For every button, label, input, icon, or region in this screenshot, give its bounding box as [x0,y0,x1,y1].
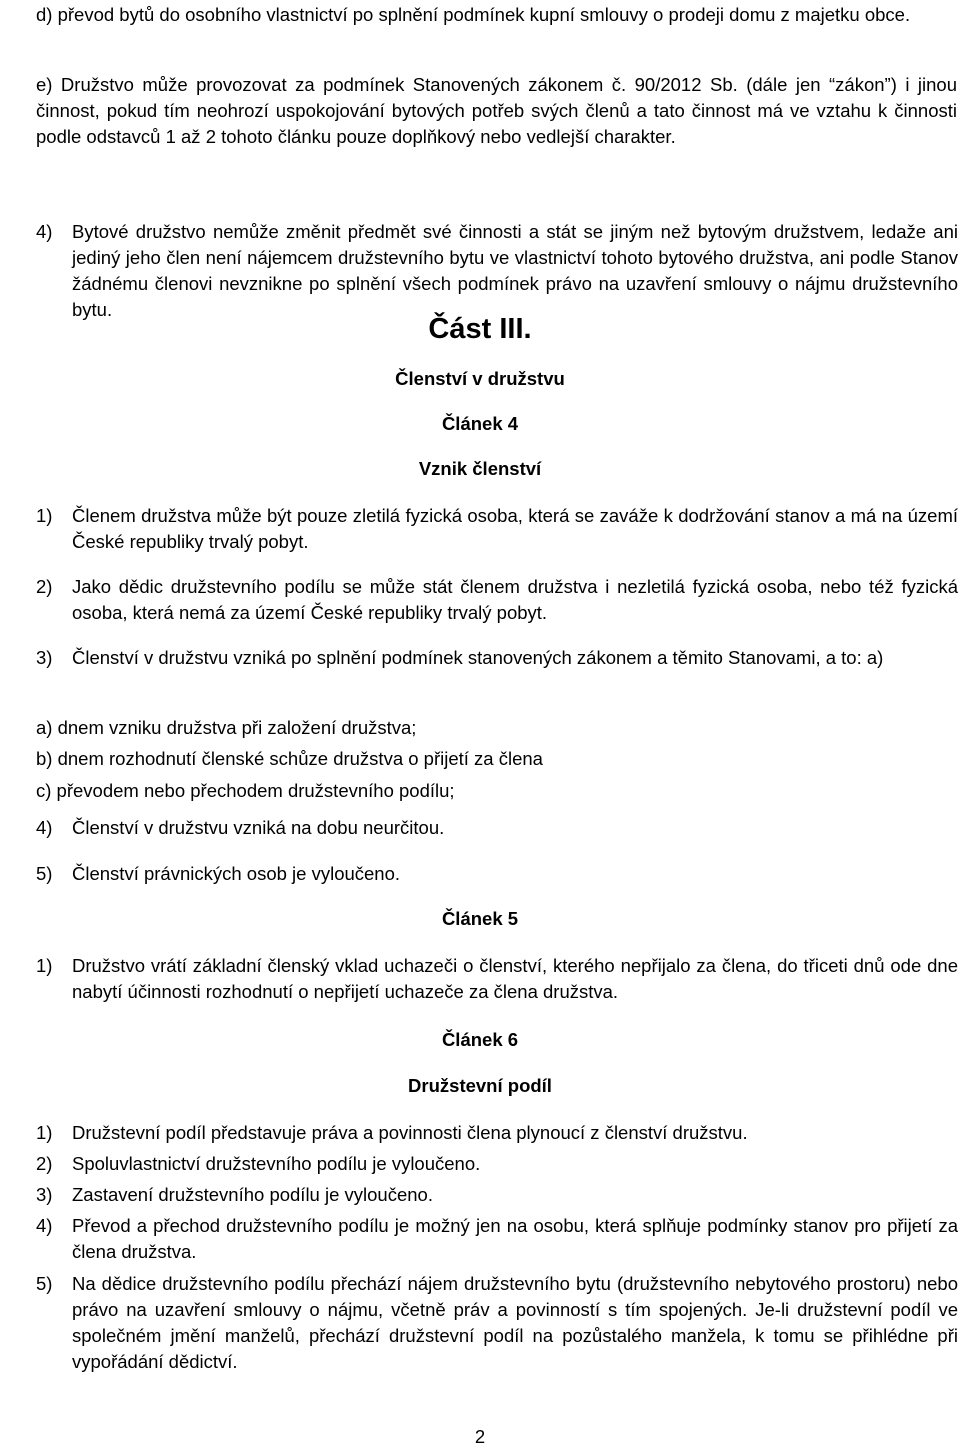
item-text: Spoluvlastnictví družstevního podílu je vyloučeno. [72,1153,481,1174]
page-number: 2 [474,1426,486,1447]
list-item [36,574,960,626]
item-number: 3) [36,647,53,668]
item-text: Zastavení družstevního podílu je vyloučeno. [72,1184,433,1205]
item-text: Členství právnických osob je vyloučeno. [72,863,401,884]
list-item [36,219,960,323]
list-item [36,1182,960,1208]
item-number: 4) [36,1215,53,1236]
item-number: 2) [36,576,53,597]
item-text: Družstvo vrátí základní členský vklad uchazeči o členství, kterého nepřijalo za člena, do třiceti dnů ode dne nabytí účinnosti rozhodnutí o nepřijetí uchazeče za člena družstva. [72,955,958,1002]
part-title: Část III. [428,313,532,345]
article-4-title: Vznik členství [418,458,542,479]
paragraph-e: e) Družstvo může provozovat za podmínek Stanovených zákonem č. 90/2012 Sb. (dále jen “zákon”) i jinou činnost, pokud tím neohrozí uspokojování bytových potřeb svých členů a tato činnost má ve vztahu k činnosti podle odstavců 1 až 2 tohoto článku pouze doplňkový nebo vedlejší charakter. [36,74,957,147]
item-text: Členem družstva může být pouze zletilá fyzická osoba, která se zaváže k dodržování stanov a má na území České republiky trvalý pobyt. [72,505,958,552]
item-text: Bytové družstvo nemůže změnit předmět své činnosti a stát se jiným než bytovým družstvem, ledaže ani jediný jeho člen není nájemcem družstevního bytu ve vlastnictví tohoto bytového družstva, ani podle Stanov žádnému členovi nevznikne po splnění všech podmínek právo na uzavření smlouvy o nájmu družstevního bytu. [72,221,958,320]
sub-item-b: b) dnem rozhodnutí členské schůze družstva o přijetí za člena [36,748,543,769]
paragraph-d: d) převod bytů do osobního vlastnictví po splnění podmínek kupní smlouvy o prodeji domu z majetku obce. [36,4,911,25]
item-number: 2) [36,1153,53,1174]
item-number: 1) [36,955,53,976]
list-item [36,815,960,841]
list-item [36,1120,960,1146]
item-text: Družstevní podíl představuje práva a povinnosti člena plynoucí z členství družstvu. [72,1122,748,1143]
list-item [36,503,960,555]
item-text: Na dědice družstevního podílu přechází nájem družstevního bytu (družstevního nebytového prostoru) nebo právo na uzavření smlouvy o nájmu, včetně práv a povinností s tím spojených. Je-li družstevní podíl ve společném jmění manželů, přechází družstevní podíl na pozůstalého manžela, k tomu se přihlédne při vypořádání dědictví. [72,1273,958,1372]
item-number: 4) [36,817,53,838]
item-text: Převod a přechod družstevního podílu je možný jen na osobu, která splňuje podmínky stanov pro přijetí za člena družstva. [72,1215,958,1262]
list-item [36,645,960,671]
list-item [36,1213,960,1265]
item-text: Členství v družstvu vzniká na dobu neurčitou. [72,817,445,838]
sub-item-c: c) převodem nebo přechodem družstevního podílu; [36,780,455,801]
article-6-title: Družstevní podíl [408,1075,552,1096]
item-number: 1) [36,1122,53,1143]
item-number: 3) [36,1184,53,1205]
item-text: Členství v družstvu vzniká po splnění podmínek stanovených zákonem a těmito Stanovami, a to: a) [72,647,884,668]
list-item [36,1271,960,1375]
sub-item-a: a) dnem vzniku družstva při založení družstva; [36,717,417,738]
item-number: 5) [36,863,53,884]
item-number: 4) [36,221,53,242]
list-item [36,1151,960,1177]
list-item [36,953,960,1005]
article-4-heading: Článek 4 [441,413,519,434]
item-number: 1) [36,505,53,526]
list-item [36,861,960,887]
item-number: 5) [36,1273,53,1294]
part-subtitle: Členství v družstvu [395,368,565,389]
article-5-heading: Článek 5 [441,908,519,929]
item-text: Jako dědic družstevního podílu se může stát členem družstva i nezletilá fyzická osoba, nebo též fyzická osoba, která nemá za území České republiky trvalý pobyt. [72,576,958,623]
article-6-heading: Článek 6 [441,1029,519,1050]
